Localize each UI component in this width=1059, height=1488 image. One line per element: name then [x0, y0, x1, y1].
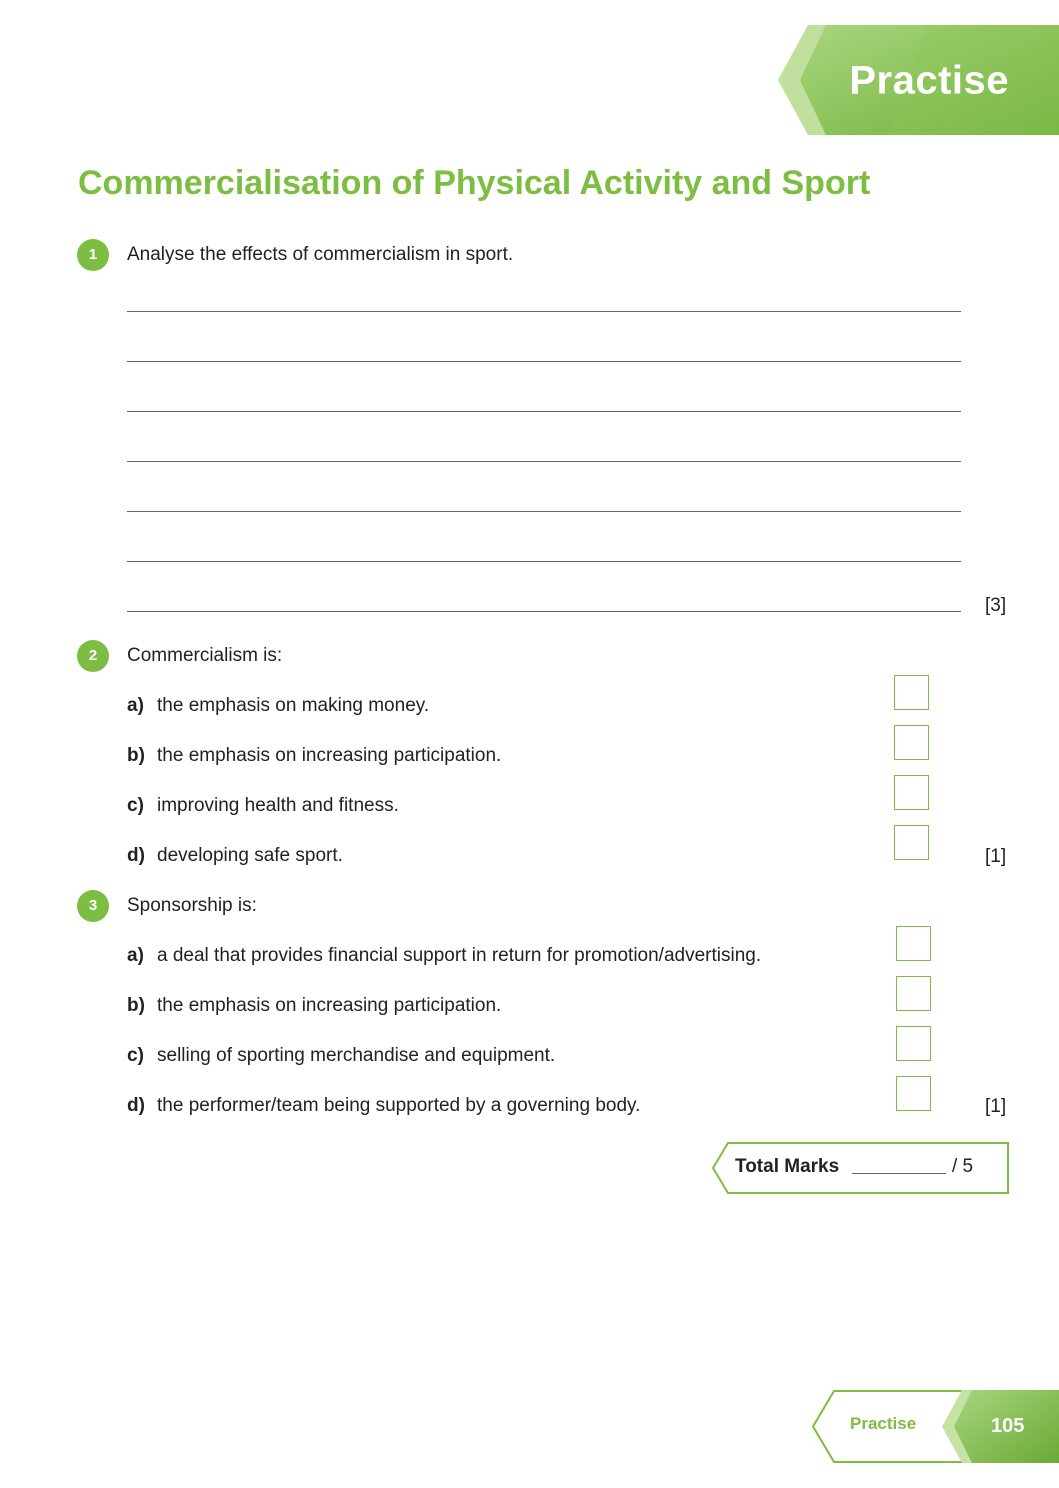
question-3-checkbox-a[interactable] — [896, 926, 931, 961]
total-marks-blank[interactable] — [852, 1173, 946, 1174]
option-letter: a) — [127, 945, 144, 966]
page-title: Commercialisation of Physical Activity and Sport — [78, 164, 871, 202]
total-marks-out-of: / 5 — [952, 1156, 974, 1177]
option-text: the emphasis on making money. — [157, 695, 430, 716]
question-3-option-b — [127, 995, 501, 1017]
question-2-checkbox-c[interactable] — [894, 775, 929, 810]
question-3-option-c — [127, 1045, 555, 1067]
header-banner — [778, 25, 1059, 135]
option-text: the emphasis on increasing participation. — [157, 745, 502, 766]
question-3-option-d — [127, 1095, 640, 1117]
question-1-prompt: Analyse the effects of commercialism in sport. — [127, 244, 514, 265]
question-2-option-a — [127, 695, 429, 717]
question-3-prompt: Sponsorship is: — [127, 895, 257, 916]
answer-line[interactable] — [127, 461, 961, 462]
question-3-checkbox-b[interactable] — [896, 976, 931, 1011]
answer-line[interactable] — [127, 311, 961, 312]
question-number-1: 1 — [77, 239, 109, 271]
question-2-checkbox-b[interactable] — [894, 725, 929, 760]
total-marks-label: Total Marks — [735, 1156, 840, 1177]
option-letter: c) — [127, 795, 144, 816]
answer-line[interactable] — [127, 511, 961, 512]
option-letter: d) — [127, 845, 145, 866]
question-2-option-b — [127, 745, 501, 767]
option-letter: a) — [127, 695, 144, 716]
answer-line[interactable] — [127, 411, 961, 412]
option-text: selling of sporting merchandise and equipment. — [157, 1045, 556, 1066]
page-number: 105 — [991, 1415, 1025, 1437]
question-2-checkbox-d[interactable] — [894, 825, 929, 860]
question-1-marks: [3] — [985, 595, 1007, 616]
question-3-marks: [1] — [985, 1096, 1007, 1117]
answer-line[interactable] — [127, 561, 961, 562]
option-text: a deal that provides financial support in return for promotion/advertising. — [157, 945, 762, 966]
option-letter: d) — [127, 1095, 145, 1116]
answer-line[interactable] — [127, 361, 961, 362]
footer-label: Practise — [850, 1414, 917, 1433]
option-text: developing safe sport. — [157, 845, 343, 866]
answer-line[interactable] — [127, 611, 961, 612]
question-2-option-d — [127, 845, 343, 867]
question-2-checkbox-a[interactable] — [894, 675, 929, 710]
option-text: the performer/team being supported by a governing body. — [157, 1095, 641, 1116]
option-text: the emphasis on increasing participation. — [157, 995, 502, 1016]
question-3-checkbox-d[interactable] — [896, 1076, 931, 1111]
question-2-option-c — [127, 795, 399, 817]
question-2-marks: [1] — [985, 846, 1007, 867]
question-number-3: 3 — [77, 890, 109, 922]
question-2-prompt: Commercialism is: — [127, 645, 283, 666]
option-letter: c) — [127, 1045, 144, 1066]
question-3-option-a — [127, 945, 761, 967]
question-number-2: 2 — [77, 640, 109, 672]
option-letter: b) — [127, 995, 145, 1016]
option-letter: b) — [127, 745, 145, 766]
option-text: improving health and fitness. — [157, 795, 399, 816]
question-3-checkbox-c[interactable] — [896, 1026, 931, 1061]
banner-label: Practise — [849, 58, 1009, 103]
